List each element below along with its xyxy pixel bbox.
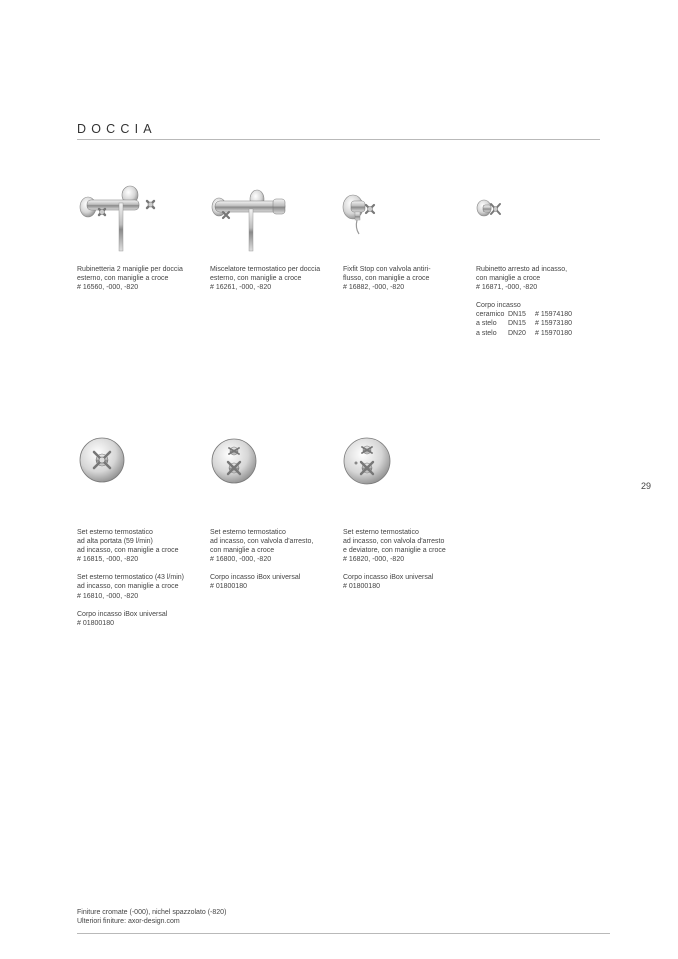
body-table-row: [476, 310, 604, 319]
page-number: 29: [641, 481, 652, 491]
product-line: flusso, con maniglie a croce: [343, 275, 430, 283]
footer-finishes: Finiture cromate (-000), nichel spazzolato (-820): [77, 909, 227, 916]
body-dn: DN15: [508, 320, 526, 328]
product-line: Corpo incasso iBox universal: [343, 574, 434, 582]
product-code: # 16810, -000, -820: [77, 592, 139, 600]
product-code: # 16882, -000, -820: [343, 284, 405, 292]
footer-notes: [77, 908, 226, 926]
body-code: # 15973180: [535, 320, 572, 328]
stop-valve-image: [475, 198, 503, 222]
product-code: # 01800180: [77, 619, 114, 627]
product-line: ad alta portata (59 l/min): [77, 538, 153, 546]
product-code: # 16871, -000, -820: [476, 284, 538, 292]
thermostatic-set-diverter-image: [342, 436, 392, 486]
two-handle-shower-mixer-image: [77, 183, 159, 253]
product-line: con maniglie a croce: [476, 275, 541, 283]
product-code: # 16560, -000, -820: [77, 284, 139, 292]
product-line: Set esterno termostatico: [210, 529, 286, 536]
product-code: # 01800180: [210, 583, 247, 591]
product-line: con maniglie a croce: [210, 547, 275, 555]
body-dn: DN20: [508, 329, 526, 337]
product-line: Set esterno termostatico (43 l/min): [77, 574, 184, 582]
thermostatic-set-stop-image: [210, 436, 258, 486]
product-line: esterno, con maniglie a croce: [77, 275, 169, 283]
product-line: Miscelatore termostatico per doccia: [210, 266, 321, 273]
body-table-row: [476, 319, 604, 328]
product-text-7: [343, 528, 471, 592]
product-code: # 01800180: [343, 583, 380, 591]
product-text-2: [210, 265, 338, 292]
body-type: a stelo: [476, 329, 497, 337]
product-text-3: [343, 265, 471, 292]
fixfit-stop-image: [341, 191, 377, 237]
body-dn: DN15: [508, 311, 526, 319]
body-code: # 15974180: [535, 311, 572, 319]
product-line: e deviatore, con maniglie a croce: [343, 547, 446, 555]
product-line: ad incasso, con maniglie a croce: [77, 583, 179, 591]
product-line: ad incasso, con valvola d'arresto,: [210, 538, 314, 546]
product-line: Set esterno termostatico: [77, 529, 153, 536]
product-line: Set esterno termostatico: [343, 529, 419, 536]
product-code: # 16800, -000, -820: [210, 556, 272, 564]
product-text-6: [210, 528, 338, 592]
product-text-5: [77, 528, 205, 628]
body-title: Corpo incasso: [476, 302, 521, 310]
body-type: ceramico: [476, 311, 505, 319]
product-code: # 16820, -000, -820: [343, 556, 405, 564]
product-line: Rubinetto arresto ad incasso,: [476, 266, 568, 273]
thermostatic-set-image: [78, 436, 126, 484]
product-text-4: [476, 265, 604, 338]
body-table-row: [476, 329, 604, 338]
product-line: ad incasso, con valvola d'arresto: [343, 538, 445, 546]
product-line: esterno, con maniglie a croce: [210, 275, 302, 283]
footer-more-finishes: Ulteriori finiture: axor-design.com: [77, 918, 180, 926]
footer-divider: [77, 933, 610, 934]
section-title: DOCCIA: [77, 122, 157, 136]
product-code: # 16815, -000, -820: [77, 556, 139, 564]
header-divider: [77, 139, 600, 140]
product-line: Rubinetteria 2 maniglie per doccia: [77, 266, 183, 273]
product-line: Corpo incasso iBox universal: [210, 574, 301, 582]
product-line: Corpo incasso iBox universal: [77, 610, 168, 618]
body-type: a stelo: [476, 320, 497, 328]
thermostatic-shower-mixer-image: [209, 187, 289, 253]
product-line: Fixfit Stop con valvola antiri-: [343, 266, 431, 273]
product-line: ad incasso, con maniglie a croce: [77, 547, 179, 555]
product-code: # 16261, -000, -820: [210, 284, 272, 292]
product-text-1: [77, 265, 205, 292]
body-code: # 15970180: [535, 329, 572, 337]
